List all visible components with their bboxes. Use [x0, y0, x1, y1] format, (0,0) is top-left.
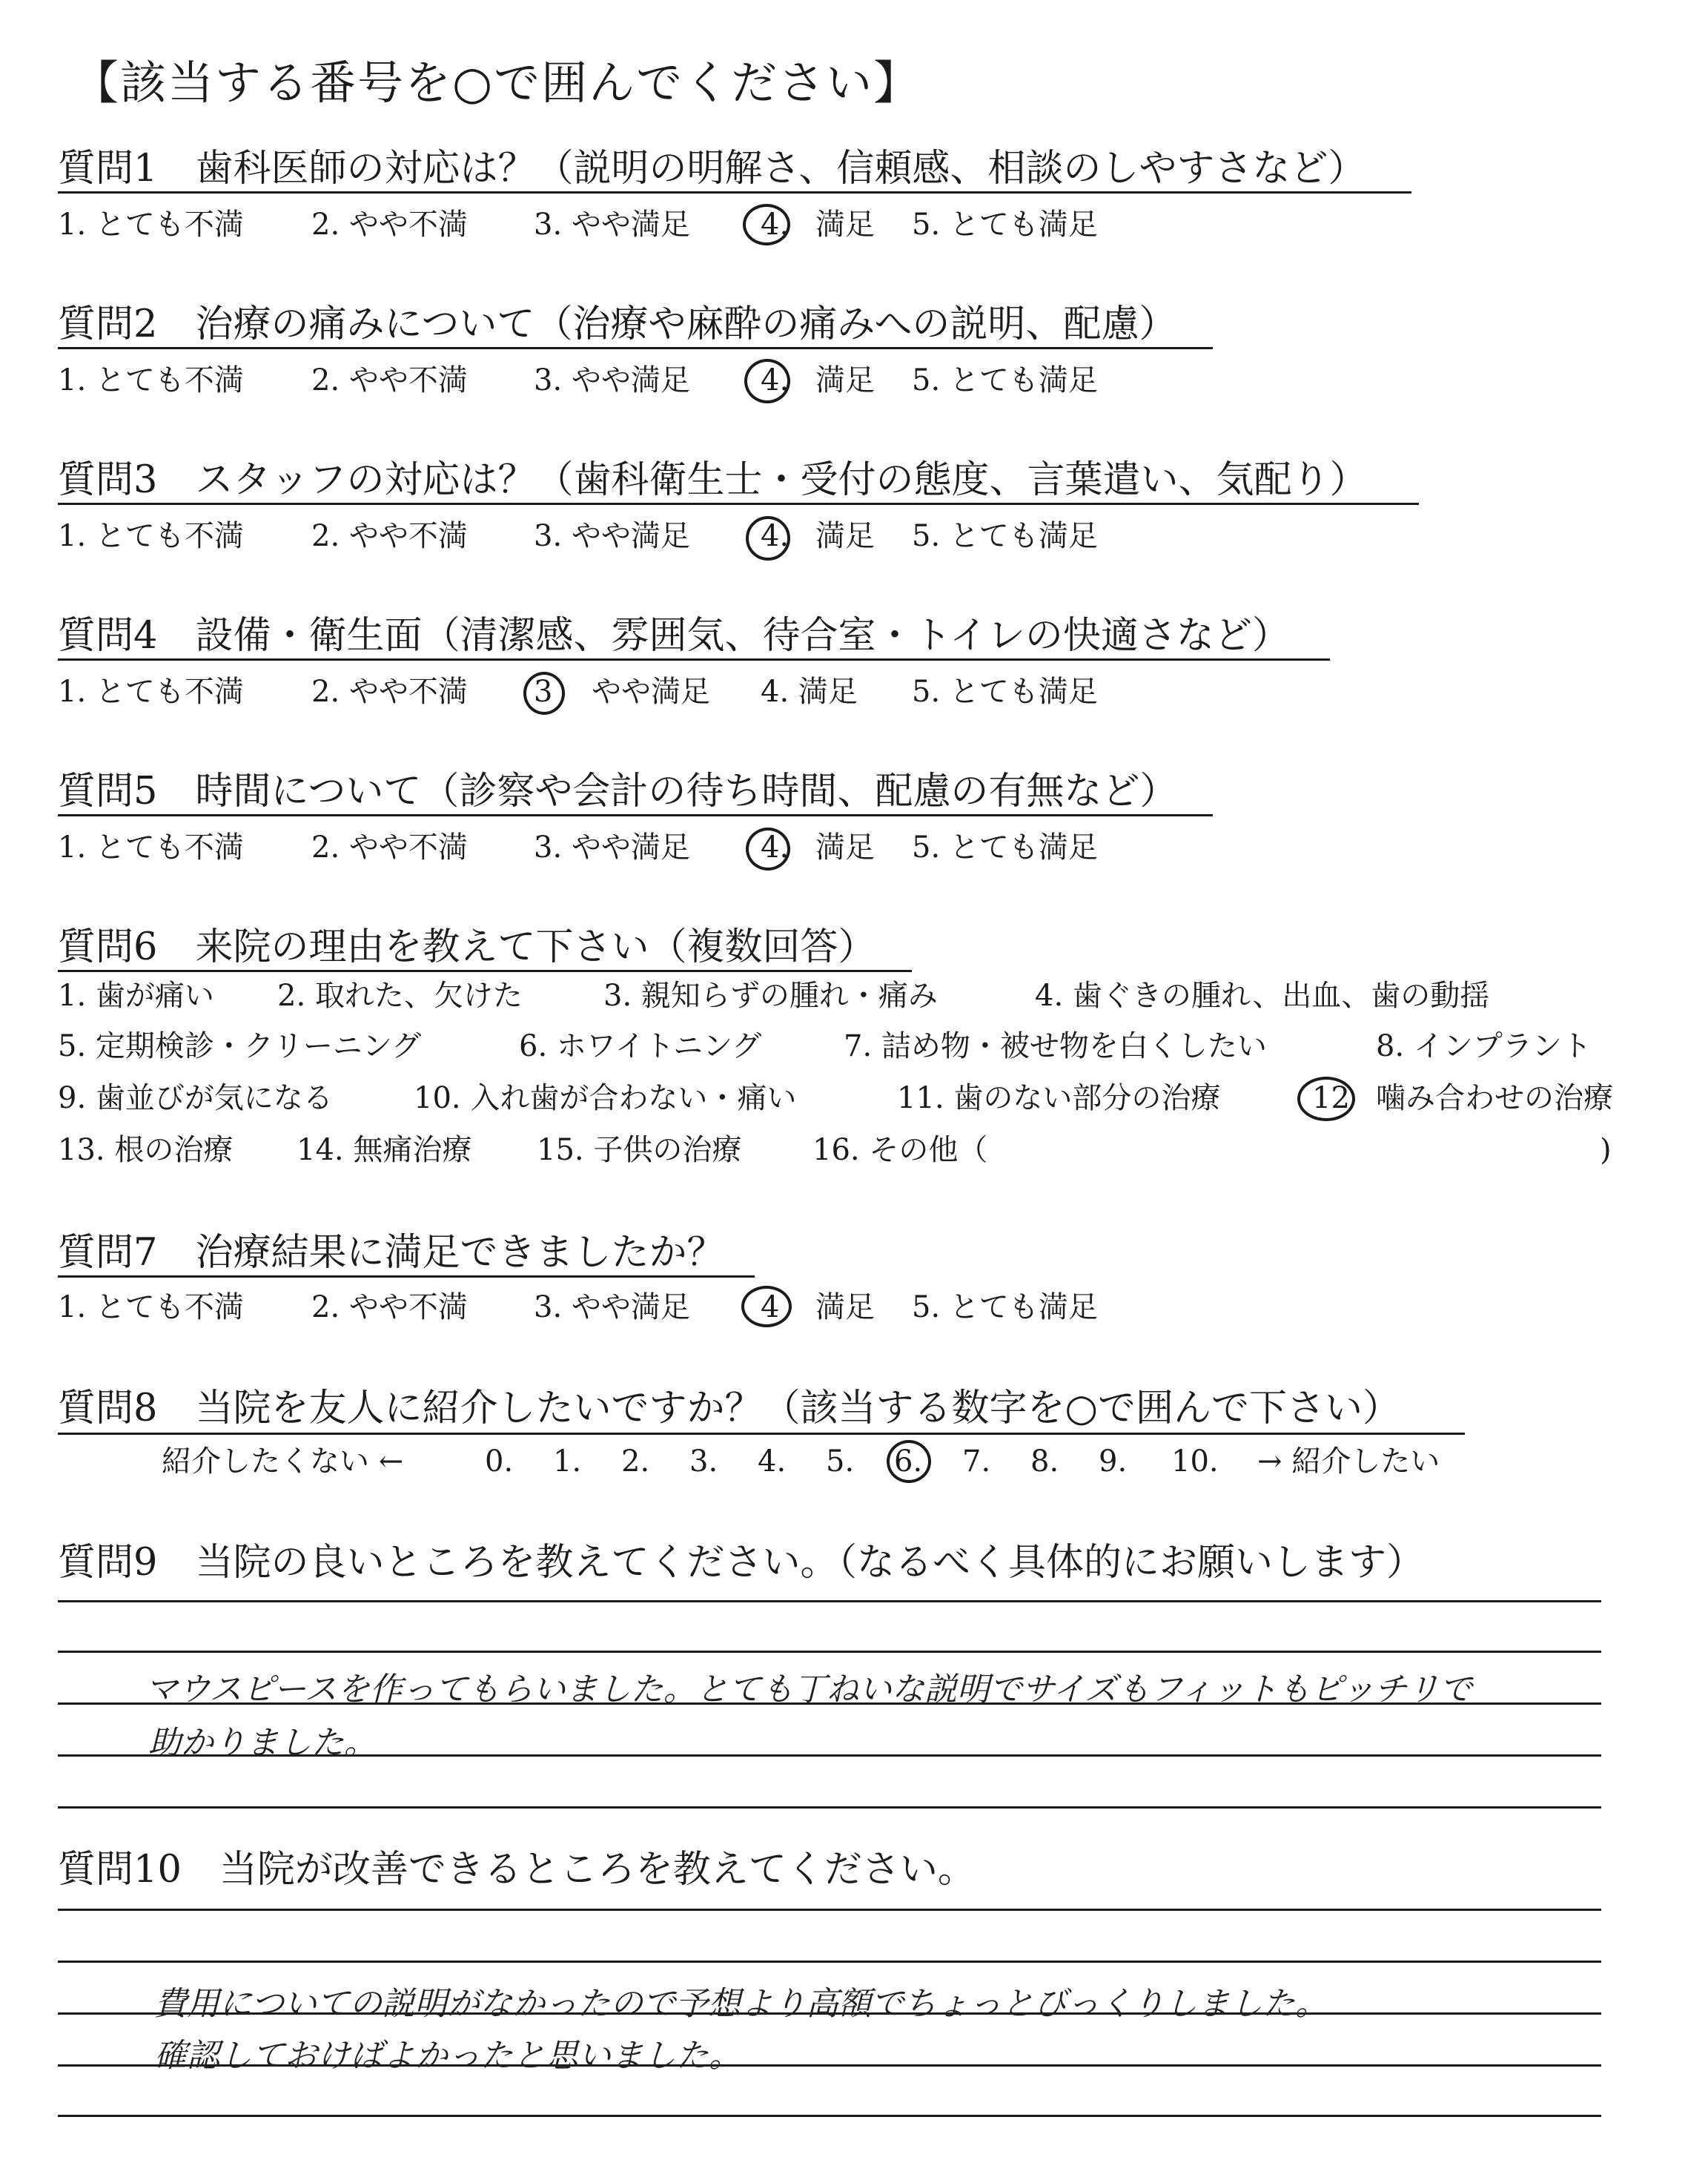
q4-option-3-number[interactable]: 3 — [534, 675, 553, 709]
question-4-underline — [58, 658, 1330, 661]
question-5-title: 質問5 時間について（診察や会計の待ち時間、配慮の有無など） — [58, 770, 1178, 813]
q6-option-6[interactable]: 6. ホワイトニング — [519, 1029, 762, 1063]
q7-option-2[interactable]: 2. やや不満 — [311, 1290, 468, 1324]
q5-option-4-number[interactable]: 4. — [761, 830, 790, 865]
q4-option-1[interactable]: 1. とても不満 — [58, 675, 244, 709]
q6-option-14[interactable]: 14. 無痛治療 — [297, 1133, 472, 1167]
q10-handwritten-answer-2: 確認しておけばよかったと思いました。 — [154, 2037, 741, 2075]
q8-score-7[interactable]: 7. — [962, 1444, 991, 1479]
q8-score-3[interactable]: 3. — [689, 1444, 718, 1479]
question-10-title: 質問10 当院が改善できるところを教えてください。 — [58, 1848, 976, 1892]
q2-option-3[interactable]: 3. やや満足 — [534, 363, 690, 397]
q10-answer-line-1 — [58, 1909, 1601, 1911]
q2-option-2[interactable]: 2. やや不満 — [311, 363, 468, 397]
answer-circle-q7 — [741, 1286, 792, 1327]
q2-option-1[interactable]: 1. とても不満 — [58, 363, 244, 397]
q6-option-7[interactable]: 7. 詰め物・被せ物を白くしたい — [844, 1029, 1267, 1063]
question-8-title: 質問8 当院を友人に紹介したいですか？（該当する数字を○で囲んで下さい） — [58, 1387, 1400, 1430]
q8-score-5[interactable]: 5. — [826, 1444, 855, 1479]
q1-option-1[interactable]: 1. とても不満 — [58, 208, 244, 242]
q3-option-2[interactable]: 2. やや不満 — [311, 519, 468, 553]
question-6-title: 質問6 来院の理由を教えて下さい（複数回答） — [58, 925, 876, 969]
question-2-title: 質問2 治療の痛みについて（治療や麻酔の痛みへの説明、配慮） — [58, 303, 1177, 346]
q7-option-5[interactable]: 5. とても満足 — [912, 1290, 1098, 1324]
q5-option-5[interactable]: 5. とても満足 — [912, 830, 1098, 865]
q8-score-9[interactable]: 9. — [1099, 1444, 1128, 1479]
question-6-underline — [58, 970, 912, 972]
q5-option-4-label: 満足 — [815, 830, 875, 865]
q8-score-2[interactable]: 2. — [621, 1444, 650, 1479]
q8-score-1[interactable]: 1. — [553, 1444, 582, 1479]
q6-option-15[interactable]: 15. 子供の治療 — [537, 1133, 742, 1167]
answer-circle-q4 — [523, 672, 565, 715]
q3-option-4-label: 満足 — [815, 519, 875, 553]
q6-option-10[interactable]: 10. 入れ歯が合わない・痛い — [414, 1081, 797, 1115]
q10-handwritten-answer-1: 費用についての説明がなかったので予想より高額でちょっとびっくりしました。 — [154, 1985, 1328, 2023]
q10-answer-line-5 — [58, 2115, 1601, 2117]
q8-left-label: 紹介したくない ← — [162, 1444, 404, 1479]
question-4-title: 質問4 設備・衛生面（清潔感、雰囲気、待合室・トイレの快適さなど） — [58, 614, 1290, 658]
answer-circle-q1 — [743, 204, 790, 245]
q9-handwritten-answer-1: マウスピースを作ってもらいました。とても丁ねいな説明でサイズもフィットもピッチリで — [145, 1671, 1472, 1708]
q6-option-5[interactable]: 5. 定期検診・クリーニング — [58, 1029, 422, 1063]
answer-circle-q5 — [746, 828, 790, 871]
question-5-underline — [58, 814, 1213, 816]
q6-other-close-paren: ) — [1600, 1133, 1612, 1167]
answer-circle-q8 — [887, 1440, 931, 1483]
question-8-underline — [58, 1433, 1465, 1435]
question-1-title: 質問1 歯科医師の対応は？（説明の明解さ、信頼感、相談のしやすさなど） — [58, 147, 1366, 191]
q6-option-2[interactable]: 2. 取れた、欠けた — [277, 979, 523, 1013]
q8-score-10[interactable]: 10. — [1171, 1444, 1219, 1479]
q4-option-2[interactable]: 2. やや不満 — [311, 675, 468, 709]
q1-option-4-label: 満足 — [815, 208, 875, 242]
q3-option-1[interactable]: 1. とても不満 — [58, 519, 244, 553]
q6-option-12-label: 噛み合わせの治療 — [1376, 1081, 1613, 1115]
q2-option-5[interactable]: 5. とても満足 — [912, 363, 1098, 397]
question-3-underline — [58, 503, 1419, 505]
q1-option-5[interactable]: 5. とても満足 — [912, 208, 1098, 242]
q9-answer-line-1 — [58, 1600, 1601, 1602]
q8-score-4[interactable]: 4. — [758, 1444, 787, 1479]
q4-option-3-label: やや満足 — [592, 675, 710, 709]
q1-option-4-number[interactable]: 4. — [761, 208, 790, 242]
q3-option-3[interactable]: 3. やや満足 — [534, 519, 690, 553]
q5-option-2[interactable]: 2. やや不満 — [311, 830, 468, 865]
q6-option-9[interactable]: 9. 歯並びが気になる — [58, 1081, 333, 1115]
answer-circle-q2 — [744, 359, 790, 403]
q8-score-8[interactable]: 8. — [1030, 1444, 1059, 1479]
q1-option-2[interactable]: 2. やや不満 — [311, 208, 468, 242]
q6-option-16[interactable]: 16. その他（ — [812, 1133, 988, 1167]
question-9-title: 質問9 当院の良いところを教えてください。（なるべく具体的にお願いします） — [58, 1541, 1424, 1585]
q1-option-3[interactable]: 3. やや満足 — [534, 208, 690, 242]
q6-option-11[interactable]: 11. 歯のない部分の治療 — [897, 1081, 1221, 1115]
q3-option-5[interactable]: 5. とても満足 — [912, 519, 1098, 553]
answer-circle-q3 — [746, 516, 790, 561]
q7-option-4-number[interactable]: 4 — [761, 1290, 780, 1324]
q6-option-13[interactable]: 13. 根の治療 — [58, 1133, 234, 1167]
q2-option-4-label: 満足 — [815, 363, 875, 397]
q10-answer-line-2 — [58, 1961, 1601, 1963]
question-7-title: 質問7 治療結果に満足できましたか？ — [58, 1231, 725, 1275]
q6-option-4[interactable]: 4. 歯ぐきの腫れ、出血、歯の動揺 — [1035, 979, 1490, 1013]
q8-right-label: → 紹介したい — [1257, 1444, 1440, 1479]
answer-circle-q6 — [1297, 1077, 1355, 1121]
q4-option-4[interactable]: 4. 満足 — [761, 675, 858, 709]
q5-option-1[interactable]: 1. とても不満 — [58, 830, 244, 865]
q6-option-8[interactable]: 8. インプラント — [1376, 1029, 1592, 1063]
q5-option-3[interactable]: 3. やや満足 — [534, 830, 690, 865]
question-7-underline — [58, 1275, 755, 1278]
q6-option-1[interactable]: 1. 歯が痛い — [58, 979, 214, 1013]
question-1-underline — [58, 191, 1411, 194]
q9-answer-line-5 — [58, 1806, 1601, 1809]
q7-option-3[interactable]: 3. やや満足 — [534, 1290, 690, 1324]
page-title: 【該当する番号を○で囲んでください】 — [73, 56, 921, 110]
q2-option-4-number[interactable]: 4. — [761, 363, 790, 397]
q8-score-6[interactable]: 6. — [894, 1444, 923, 1479]
q6-option-3[interactable]: 3. 親知らずの腫れ・痛み — [603, 979, 938, 1013]
q9-answer-line-2 — [58, 1651, 1601, 1653]
question-2-underline — [58, 347, 1213, 349]
q9-handwritten-answer-2: 助かりました。 — [148, 1724, 377, 1762]
q3-option-4-number[interactable]: 4. — [761, 519, 790, 553]
q8-score-0[interactable]: 0. — [485, 1444, 514, 1479]
q7-option-4-label: 満足 — [815, 1290, 875, 1324]
question-3-title: 質問3 スタッフの対応は？（歯科衛生士・受付の態度、言葉遣い、気配り） — [58, 458, 1368, 502]
q4-option-5[interactable]: 5. とても満足 — [912, 675, 1098, 709]
q7-option-1[interactable]: 1. とても不満 — [58, 1290, 244, 1324]
q6-option-12-number[interactable]: 12 — [1312, 1081, 1350, 1115]
